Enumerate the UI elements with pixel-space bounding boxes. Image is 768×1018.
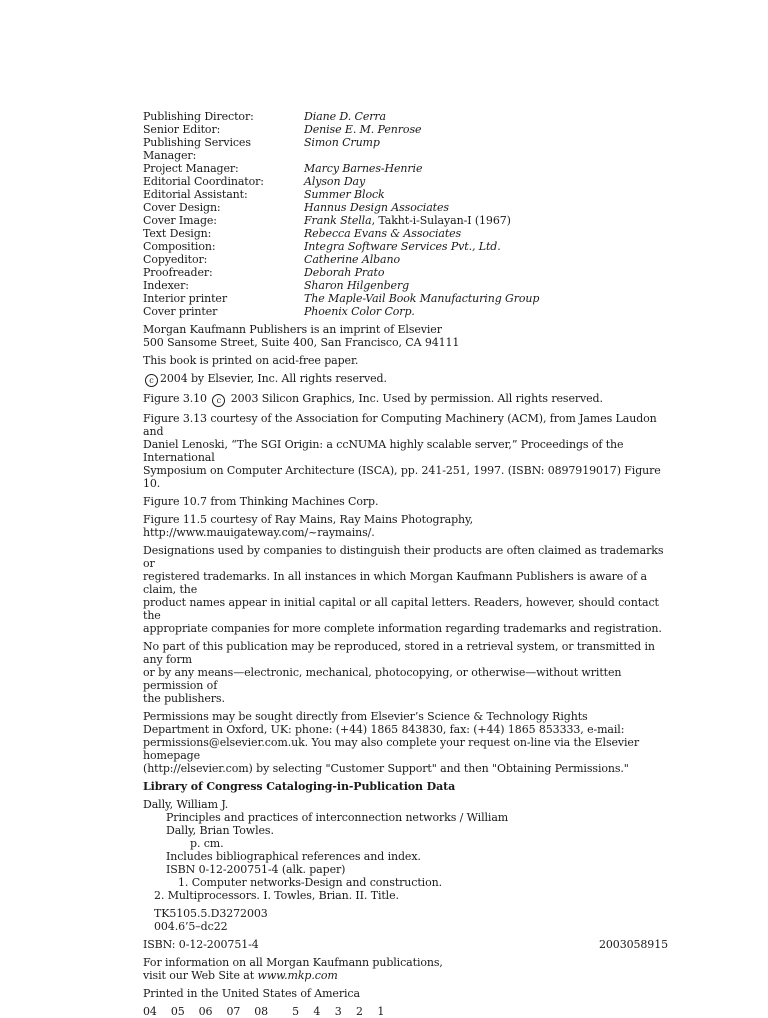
print-run: 5: [292, 1005, 299, 1018]
copyright-icon: c: [212, 394, 225, 407]
cip-record: [143, 798, 668, 902]
text-line: product names appear in initial capital or all capital letters. Readers, however, should contact the: [143, 596, 659, 622]
credit-row: [143, 240, 668, 253]
figure-3-13-credit: [143, 412, 668, 490]
credit-role: Text Design:: [143, 227, 212, 240]
publisher-address: 500 Sansome Street, Suite 400, San Francisco, CA 94111: [143, 336, 460, 349]
cip-subject: 2. Multiprocessors. I. Towles, Brian. II. Title.: [154, 889, 399, 902]
publisher-info: [143, 323, 668, 349]
text-line: permissions@elsevier.com.uk. You may also complete your request on-line via the Elsevier homepage: [143, 736, 639, 762]
text-line: Daniel Lenoski, “The SGI Origin: a ccNUMA highly scalable server,” Proceedings of the International: [143, 438, 624, 464]
cip-pages: p. cm.: [190, 837, 224, 850]
credit-role: Editorial Coordinator:: [143, 175, 264, 188]
reproduction-notice: [143, 640, 668, 705]
text-line: registered trademarks. In all instances in which Morgan Kaufmann Publishers is aware of a claim, the: [143, 570, 647, 596]
credit-name: Denise E. M. Penrose: [304, 123, 422, 136]
isbn-row: [143, 938, 668, 951]
credit-name: Marcy Barnes-Henrie: [304, 162, 423, 175]
cip-subject: 1. Computer networks-Design and construction.: [178, 876, 442, 889]
credit-role: Project Manager:: [143, 162, 239, 175]
text-line: or by any means—electronic, mechanical, photocopying, or otherwise—without written permission of: [143, 666, 622, 692]
print-run: 4: [313, 1005, 321, 1018]
text-line: http://www.mauigateway.com/~raymains/.: [143, 526, 375, 539]
trademarks-notice: [143, 544, 668, 635]
credit-row: [143, 175, 668, 188]
credit-row: [143, 136, 668, 162]
text-line: Symposium on Computer Architecture (ISCA), pp. 241-251, 1997. (ISBN: 0897919017) Figure 10.: [143, 464, 661, 490]
print-run: 1: [377, 1005, 385, 1018]
text-line: [143, 969, 668, 982]
credit-row: [143, 305, 668, 318]
credit-row: [143, 253, 668, 266]
text-line: Department in Oxford, UK: phone: (+44) 1865 843830, fax: (+44) 1865 853333, e-mail:: [143, 723, 625, 736]
credit-extra: , Takht-i-Sulayan-I (1967): [371, 214, 511, 227]
figure-3-10-text: 2003 Silicon Graphics, Inc. Used by permission. All rights reserved.: [230, 392, 603, 405]
figure-10-7-credit: Figure 10.7 from Thinking Machines Corp.: [143, 495, 379, 508]
figure-3-10-label: Figure 3.10: [143, 392, 207, 405]
cip-call-numbers: [143, 907, 668, 933]
credit-role: Proofreader:: [143, 266, 213, 279]
credit-name: Sharon Hilgenberg: [304, 279, 410, 292]
credit-role: Cover printer: [143, 305, 218, 318]
acid-free-note: This book is printed on acid-free paper.: [143, 354, 359, 367]
credit-name: Summer Block: [304, 188, 385, 201]
credit-name: Hannus Design Associates: [304, 201, 449, 214]
printing-line: [143, 1005, 668, 1018]
credit-role: Cover Design:: [143, 201, 221, 214]
print-run: 3: [334, 1005, 342, 1018]
print-year: 04: [143, 1005, 157, 1018]
figure-11-5-credit: [143, 513, 668, 539]
credit-row: [143, 266, 668, 279]
lccn: 2003058915: [599, 938, 668, 951]
credit-name: Deborah Prato: [304, 266, 385, 279]
credit-role: Publishing Director:: [143, 110, 254, 123]
credit-name: Simon Crump: [304, 136, 380, 149]
credit-role: Cover Image:: [143, 214, 217, 227]
credit-row: [143, 214, 668, 227]
credit-row: [143, 123, 668, 136]
text-line: For information on all Morgan Kaufmann publications,: [143, 956, 443, 969]
credit-name: Frank Stella: [304, 214, 372, 227]
credit-row: [143, 227, 668, 240]
text-line: the publishers.: [143, 692, 225, 705]
print-year: 07: [226, 1005, 241, 1018]
credit-name: Diane D. Cerra: [304, 110, 387, 123]
cip-dewey: 004.6’5–dc22: [154, 920, 228, 933]
cip-notes: Includes bibliographical references and index.: [166, 850, 421, 863]
credit-name: Integra Software Services Pvt., Ltd.: [304, 240, 501, 253]
credits-list: [143, 110, 668, 318]
cip-author: Dally, William J.: [143, 798, 229, 811]
cip-isbn: ISBN 0-12-200751-4 (alk. paper): [166, 863, 346, 876]
print-year: 08: [254, 1005, 269, 1018]
isbn: ISBN: 0-12-200751-4: [143, 938, 259, 951]
web-site-link[interactable]: www.mkp.com: [257, 969, 338, 982]
copyright-icon: c: [145, 374, 158, 387]
credit-row: [143, 279, 668, 292]
copyright-notice: [143, 372, 668, 387]
text-line: (http://elsevier.com) by selecting "Customer Support" and then "Obtaining Permissions.": [143, 762, 629, 775]
publisher-web-info: [143, 956, 668, 982]
text-line: appropriate companies for more complete information regarding trademarks and registration.: [143, 622, 662, 635]
print-year: 06: [198, 1005, 213, 1018]
print-year: 05: [170, 1005, 185, 1018]
credit-name: The Maple-Vail Book Manufacturing Group: [304, 292, 540, 305]
copyright-text: 2004 by Elsevier, Inc. All rights reserved.: [160, 372, 387, 385]
credit-role: Indexer:: [143, 279, 189, 292]
credit-role: Senior Editor:: [143, 123, 221, 136]
cip-title-cont: Dally, Brian Towles.: [166, 824, 274, 837]
web-site-label: visit our Web Site at: [143, 969, 258, 982]
credit-row: [143, 110, 668, 123]
text-line: Permissions may be sought directly from Elsevier’s Science & Technology Rights: [143, 710, 588, 723]
print-run: 2: [356, 1005, 363, 1018]
text-line: Figure 3.13 courtesy of the Association for Computing Machinery (ACM), from James Laudon and: [143, 412, 657, 438]
credit-name: Alyson Day: [304, 175, 366, 188]
cip-title: Principles and practices of interconnection networks / William: [166, 811, 509, 824]
publisher-line: Morgan Kaufmann Publishers is an imprint of Elsevier: [143, 323, 442, 336]
credit-role: Composition:: [143, 240, 216, 253]
printed-in: Printed in the United States of America: [143, 987, 360, 1000]
credit-row: [143, 188, 668, 201]
copyright-page: [143, 110, 668, 1018]
credit-row: [143, 162, 668, 175]
cip-heading: Library of Congress Cataloging-in-Publication Data: [143, 780, 456, 793]
text-line: No part of this publication may be reproduced, stored in a retrieval system, or transmitted in any form: [143, 640, 655, 666]
cip-call-number: TK5105.5.D3272003: [154, 907, 268, 920]
credit-role: Interior printer: [143, 292, 228, 305]
credit-role: Editorial Assistant:: [143, 188, 248, 201]
credit-row: [143, 292, 668, 305]
credit-name: Catherine Albano: [304, 253, 401, 266]
credit-name: Phoenix Color Corp.: [304, 305, 415, 318]
text-line: Figure 11.5 courtesy of Ray Mains, Ray Mains Photography,: [143, 513, 474, 526]
figure-3-10-credit: [143, 392, 668, 407]
credit-name: Rebecca Evans & Associates: [304, 227, 462, 240]
credit-role: Publishing Services Manager:: [143, 136, 251, 162]
permissions-notice: [143, 710, 668, 775]
print-runs: [292, 1005, 395, 1018]
text-line: Designations used by companies to distinguish their products are often claimed as trademarks or: [143, 544, 664, 570]
credit-row: [143, 201, 668, 214]
credit-role: Copyeditor:: [143, 253, 208, 266]
